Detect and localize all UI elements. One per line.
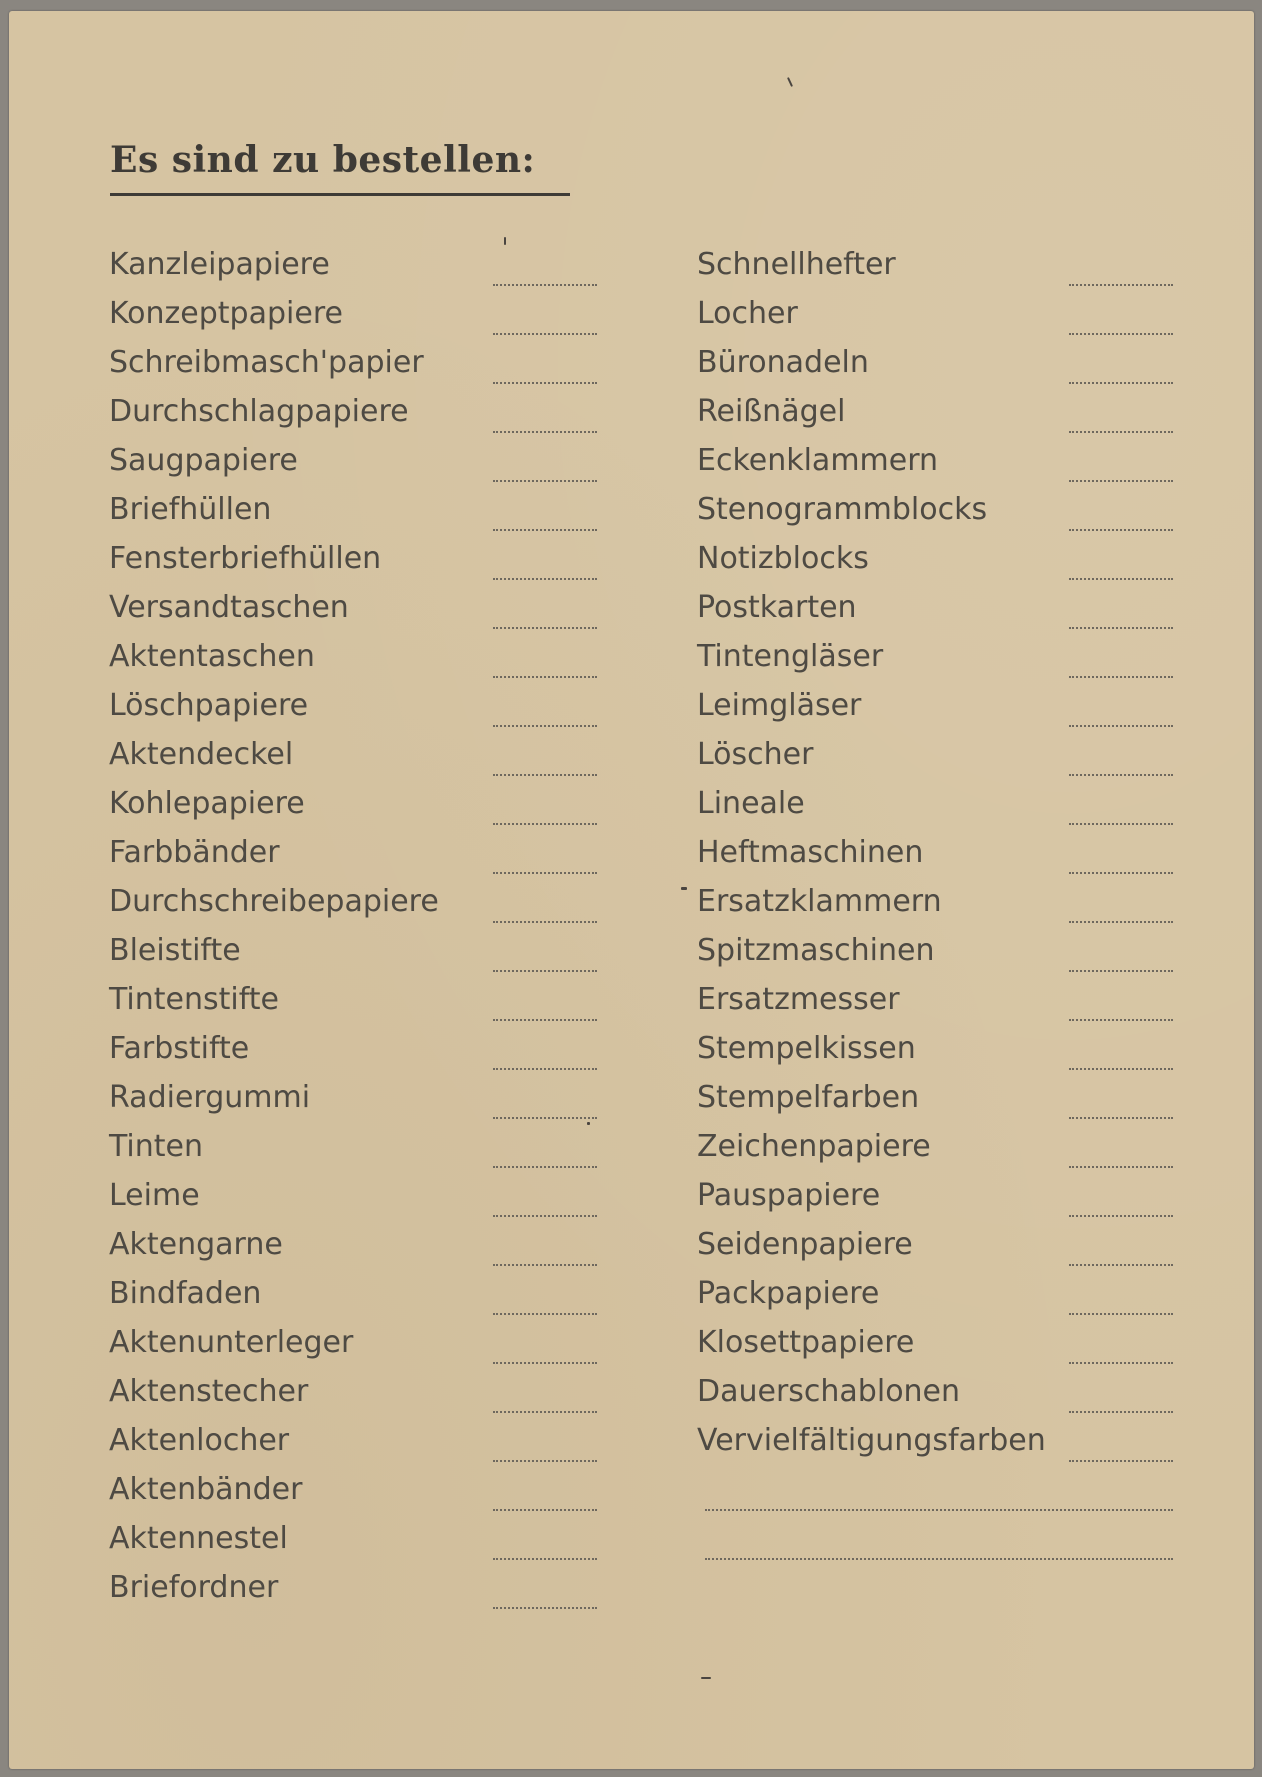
item-label: Packpapiere (697, 1276, 880, 1311)
order-item (697, 1274, 1187, 1323)
quantity-fill-line (493, 627, 597, 629)
order-item (697, 931, 1187, 980)
order-item (697, 1470, 1187, 1519)
item-label: Vervielfältigungsfarben (697, 1423, 1046, 1458)
quantity-fill-line (1069, 627, 1173, 629)
item-label: Stempelfarben (697, 1080, 920, 1115)
order-item (109, 637, 609, 686)
quantity-fill-line (1069, 774, 1173, 776)
item-label: Pauspapiere (697, 1178, 881, 1213)
order-item (697, 294, 1187, 343)
item-label: Konzeptpapiere (109, 296, 343, 331)
quantity-fill-line (1069, 1019, 1173, 1021)
order-item (109, 343, 609, 392)
item-label: Schreibmasch'papier (109, 345, 424, 380)
order-item (697, 980, 1187, 1029)
quantity-fill-line (1069, 1411, 1173, 1413)
order-item (109, 588, 609, 637)
quantity-fill-line (705, 1558, 1173, 1560)
quantity-fill-line (1069, 1117, 1173, 1119)
item-label: Aktenlocher (109, 1423, 290, 1458)
item-label: Fensterbriefhüllen (109, 541, 382, 576)
item-label: Aktentaschen (109, 639, 315, 674)
item-label: Kohlepapiere (109, 786, 305, 821)
item-label: Schnellhefter (697, 247, 896, 282)
item-label: Aktennestel (109, 1521, 288, 1556)
item-label: Aktendeckel (109, 737, 294, 772)
paper-speck (681, 887, 687, 890)
item-label: Briefordner (109, 1570, 279, 1605)
order-item (697, 735, 1187, 784)
paper-speck (787, 77, 793, 87)
order-item (697, 1176, 1187, 1225)
order-item (109, 1225, 609, 1274)
order-item (109, 833, 609, 882)
quantity-fill-line (1069, 1264, 1173, 1266)
page-title: Es sind zu bestellen: (110, 139, 536, 181)
quantity-fill-line (1069, 921, 1173, 923)
item-label: Tintengläser (697, 639, 884, 674)
item-label: Büronadeln (697, 345, 869, 380)
quantity-fill-line (1069, 529, 1173, 531)
order-item (109, 1078, 609, 1127)
order-item (109, 784, 609, 833)
item-label: Stenogrammblocks (697, 492, 988, 527)
quantity-fill-line (493, 921, 597, 923)
item-label: Lineale (697, 786, 805, 821)
item-label: Tintenstifte (109, 982, 279, 1017)
item-label: Stempelkissen (697, 1031, 916, 1066)
order-item (109, 1519, 609, 1568)
quantity-fill-line (493, 1460, 597, 1462)
order-item (109, 1421, 609, 1470)
item-label: Radiergummi (109, 1080, 311, 1115)
title-underline (110, 193, 570, 196)
quantity-fill-line (493, 578, 597, 580)
quantity-fill-line (493, 480, 597, 482)
order-item (109, 735, 609, 784)
item-label: Briefhüllen (109, 492, 272, 527)
quantity-fill-line (1069, 480, 1173, 482)
quantity-fill-line (493, 1313, 597, 1315)
quantity-fill-line (1069, 284, 1173, 286)
quantity-fill-line (493, 774, 597, 776)
order-item (697, 539, 1187, 588)
quantity-fill-line (493, 431, 597, 433)
item-label: Kanzleipapiere (109, 247, 330, 282)
order-item (109, 1127, 609, 1176)
item-label: Seidenpapiere (697, 1227, 913, 1262)
item-label: Reißnägel (697, 394, 846, 429)
quantity-fill-line (1069, 970, 1173, 972)
order-item (109, 392, 609, 441)
order-item (697, 784, 1187, 833)
order-item (109, 441, 609, 490)
item-label: Saugpapiere (109, 443, 298, 478)
item-label: Leime (109, 1178, 200, 1213)
order-item (697, 1078, 1187, 1127)
item-label: Spitzmaschinen (697, 933, 935, 968)
quantity-fill-line (493, 970, 597, 972)
order-item (697, 637, 1187, 686)
order-item (697, 1225, 1187, 1274)
quantity-fill-line (493, 1558, 597, 1560)
order-item (109, 1568, 609, 1617)
order-item (109, 1029, 609, 1078)
quantity-fill-line (493, 725, 597, 727)
order-item (697, 1029, 1187, 1078)
order-item (697, 441, 1187, 490)
paper-speck (587, 1122, 590, 1125)
quantity-fill-line (493, 333, 597, 335)
order-item (697, 1372, 1187, 1421)
item-label: Bleistifte (109, 933, 241, 968)
quantity-fill-line (493, 823, 597, 825)
item-label: Locher (697, 296, 798, 331)
order-item (109, 539, 609, 588)
quantity-fill-line (493, 1362, 597, 1364)
order-item (697, 1323, 1187, 1372)
quantity-fill-line (493, 284, 597, 286)
quantity-fill-line (1069, 823, 1173, 825)
quantity-fill-line (1069, 1215, 1173, 1217)
quantity-fill-line (1069, 382, 1173, 384)
order-item (109, 294, 609, 343)
order-item (109, 686, 609, 735)
order-item (697, 588, 1187, 637)
order-item (109, 1323, 609, 1372)
order-item (697, 490, 1187, 539)
item-label: Aktenstecher (109, 1374, 309, 1409)
item-label: Durchschreibepapiere (109, 884, 439, 919)
order-item (697, 392, 1187, 441)
item-label: Löschpapiere (109, 688, 309, 723)
item-label: Durchschlagpapiere (109, 394, 409, 429)
item-label: Klosettpapiere (697, 1325, 915, 1360)
item-label: Farbstifte (109, 1031, 250, 1066)
order-item (109, 931, 609, 980)
order-item (697, 343, 1187, 392)
left-item-list (109, 245, 609, 1617)
quantity-fill-line (1069, 676, 1173, 678)
order-item (697, 1519, 1187, 1568)
quantity-fill-line (493, 676, 597, 678)
quantity-fill-line (493, 1068, 597, 1070)
quantity-fill-line (493, 1166, 597, 1168)
quantity-fill-line (1069, 333, 1173, 335)
quantity-fill-line (493, 1117, 597, 1119)
order-item (109, 1176, 609, 1225)
quantity-fill-line (493, 1215, 597, 1217)
order-item (697, 1127, 1187, 1176)
item-label: Heftmaschinen (697, 835, 924, 870)
right-item-list (697, 245, 1187, 1568)
item-label: Aktenbänder (109, 1472, 303, 1507)
quantity-fill-line (705, 1509, 1173, 1511)
quantity-fill-line (1069, 431, 1173, 433)
quantity-fill-line (1069, 1362, 1173, 1364)
quantity-fill-line (1069, 1460, 1173, 1462)
quantity-fill-line (493, 1411, 597, 1413)
order-item (109, 490, 609, 539)
item-label: Löscher (697, 737, 814, 772)
item-label: Zeichenpapiere (697, 1129, 931, 1164)
order-item (109, 1274, 609, 1323)
item-label: Aktenunterleger (109, 1325, 354, 1360)
item-label: Notizblocks (697, 541, 869, 576)
quantity-fill-line (1069, 872, 1173, 874)
paper-speck (504, 237, 506, 245)
item-label: Tinten (109, 1129, 203, 1164)
quantity-fill-line (1069, 725, 1173, 727)
item-label: Bindfaden (109, 1276, 262, 1311)
order-item (109, 1470, 609, 1519)
order-item (109, 882, 609, 931)
order-card (9, 11, 1254, 1769)
quantity-fill-line (1069, 1068, 1173, 1070)
item-label: Eckenklammern (697, 443, 939, 478)
quantity-fill-line (493, 872, 597, 874)
order-item (697, 833, 1187, 882)
quantity-fill-line (1069, 1166, 1173, 1168)
item-label: Dauerschablonen (697, 1374, 961, 1409)
quantity-fill-line (1069, 1313, 1173, 1315)
quantity-fill-line (493, 1019, 597, 1021)
item-label: Aktengarne (109, 1227, 283, 1262)
order-item (697, 882, 1187, 931)
paper-speck (701, 1677, 711, 1679)
quantity-fill-line (493, 1264, 597, 1266)
quantity-fill-line (493, 529, 597, 531)
order-item (697, 686, 1187, 735)
item-label: Postkarten (697, 590, 857, 625)
quantity-fill-line (493, 1509, 597, 1511)
order-item (697, 245, 1187, 294)
order-item (109, 1372, 609, 1421)
item-label: Leimgläser (697, 688, 862, 723)
quantity-fill-line (1069, 578, 1173, 580)
quantity-fill-line (493, 1607, 597, 1609)
item-label: Ersatzmesser (697, 982, 900, 1017)
item-label: Ersatzklammern (697, 884, 942, 919)
item-label: Farbbänder (109, 835, 280, 870)
quantity-fill-line (493, 382, 597, 384)
order-item (697, 1421, 1187, 1470)
order-item (109, 245, 609, 294)
item-label: Versandtaschen (109, 590, 349, 625)
order-item (109, 980, 609, 1029)
